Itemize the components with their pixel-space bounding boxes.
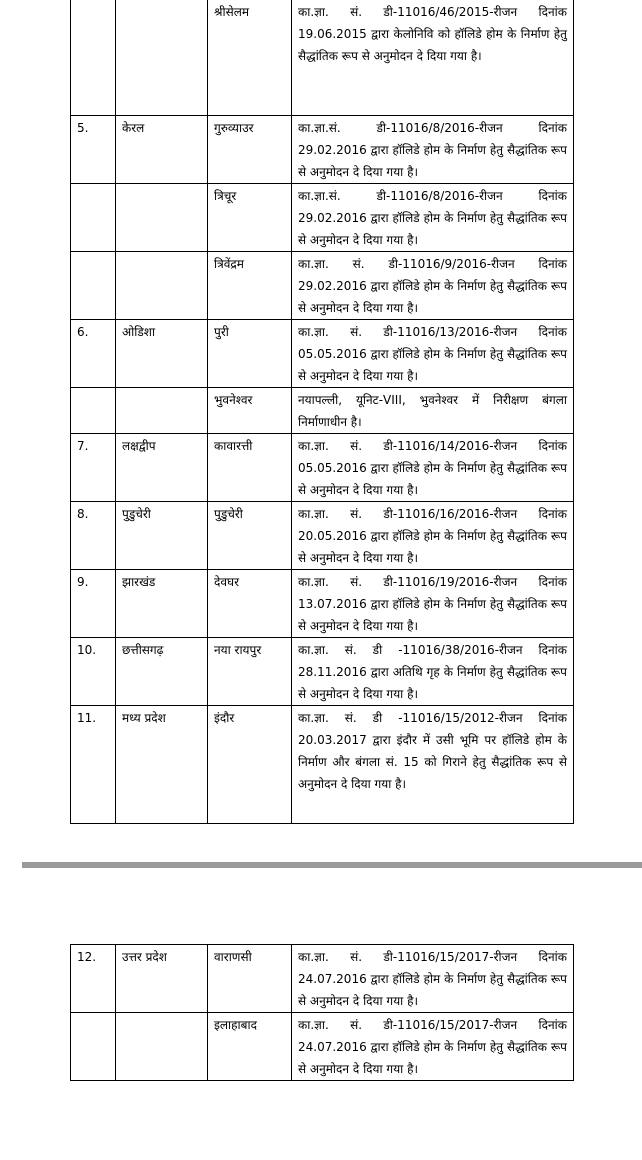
state-name: केरल (116, 116, 208, 184)
place-name: भुवनेश्वर (208, 388, 292, 434)
state-name: लक्षद्वीप (116, 434, 208, 502)
place-name: कावारत्ती (208, 434, 292, 502)
table-row (71, 0, 574, 116)
state-name (116, 1013, 208, 1081)
table-row (71, 252, 574, 320)
approval-description: का.ज्ञा. सं. डी-11016/14/2016-रीजन दिनांक 05.05.2016 द्वारा हॉलिडे होम के निर्माण हेतु सैद्धांतिक रूप से अनुमोदन दे दिया गया है। (292, 434, 574, 502)
place-name: इंदौर (208, 706, 292, 824)
state-name (116, 184, 208, 252)
approval-description: का.ज्ञा. सं. डी-11016/16/2016-रीजन दिनांक 20.05.2016 द्वारा हॉलिडे होम के निर्माण हेतु सैद्धांतिक रूप से अनुमोदन दे दिया गया है। (292, 502, 574, 570)
approval-description: का.ज्ञा. सं. डी-11016/46/2015-रीजन दिनांक 19.06.2015 द्वारा केलोनिवि को हॉलिडे होम के निर्माण हेतु सैद्धांतिक रूप से अनुमोदन दे दिया गया है। (292, 0, 574, 116)
serial-number: 9. (71, 570, 116, 638)
state-name (116, 388, 208, 434)
table-row (71, 502, 574, 570)
serial-number (71, 184, 116, 252)
state-name: मध्य प्रदेश (116, 706, 208, 824)
approval-description: का.ज्ञा. सं. डी-11016/9/2016-रीजन दिनांक 29.02.2016 द्वारा हॉलिडे होम के निर्माण हेतु सैद्धांतिक रूप से अनुमोदन दे दिया गया है। (292, 252, 574, 320)
place-name: त्रिवेंद्रम (208, 252, 292, 320)
state-name: उत्तर प्रदेश (116, 945, 208, 1013)
table-row (71, 1013, 574, 1081)
serial-number (71, 252, 116, 320)
place-name: पुरी (208, 320, 292, 388)
place-name: श्रीसेलम (208, 0, 292, 116)
approval-description: का.ज्ञा. सं. डी-11016/19/2016-रीजन दिनांक 13.07.2016 द्वारा हॉलिडे होम के निर्माण हेतु सैद्धांतिक रूप से अनुमोदन दे दिया गया है। (292, 570, 574, 638)
approval-description: का.ज्ञा. सं. डी -11016/38/2016-रीजन दिनांक 28.11.2016 द्वारा अतिथि गृह के निर्माण हेतु सैद्धांतिक रूप से अनुमोदन दे दिया गया है। (292, 638, 574, 706)
place-name: देवघर (208, 570, 292, 638)
holiday-home-table-page2 (70, 944, 574, 1081)
approval-description: का.ज्ञा. सं. डी-11016/15/2017-रीजन दिनांक 24.07.2016 द्वारा हॉलिडे होम के निर्माण हेतु सैद्धांतिक रूप से अनुमोदन दे दिया गया है। (292, 945, 574, 1013)
table-row (71, 706, 574, 824)
serial-number: 11. (71, 706, 116, 824)
approval-description: का.ज्ञा. सं. डी -11016/15/2012-रीजन दिनांक 20.03.2017 द्वारा इंदौर में उसी भूमि पर हॉलिडे होम के निर्माण और बंगला सं. 15 को गिराने हेतु सैद्धांतिक रूप से अनुमोदन दे दिया गया है। (292, 706, 574, 824)
holiday-home-table-page1 (70, 0, 574, 824)
table-row (71, 434, 574, 502)
approval-description: का.ज्ञा. सं. डी-11016/13/2016-रीजन दिनांक 05.05.2016 द्वारा हॉलिडे होम के निर्माण हेतु सैद्धांतिक रूप से अनुमोदन दे दिया गया है। (292, 320, 574, 388)
serial-number (71, 0, 116, 116)
table-row (71, 116, 574, 184)
serial-number: 10. (71, 638, 116, 706)
place-name: नया रायपुर (208, 638, 292, 706)
place-name: वाराणसी (208, 945, 292, 1013)
approval-description: नयापल्ली, यूनिट-VIII, भुवनेश्वर में निरीक्षण बंगला निर्माणाधीन है। (292, 388, 574, 434)
state-name (116, 252, 208, 320)
table-row (71, 945, 574, 1013)
table-row (71, 638, 574, 706)
state-name: छत्तीसगढ़ (116, 638, 208, 706)
approval-description: का.ज्ञा.सं. डी-11016/8/2016-रीजन दिनांक 29.02.2016 द्वारा हॉलिडे होम के निर्माण हेतु सैद्धांतिक रूप से अनुमोदन दे दिया गया है। (292, 116, 574, 184)
approval-description: का.ज्ञा.सं. डी-11016/8/2016-रीजन दिनांक 29.02.2016 द्वारा हॉलिडे होम के निर्माण हेतु सैद्धांतिक रूप से अनुमोदन दे दिया गया है। (292, 184, 574, 252)
table-row (71, 184, 574, 252)
place-name: इलाहाबाद (208, 1013, 292, 1081)
state-name (116, 0, 208, 116)
state-name: ओडिशा (116, 320, 208, 388)
serial-number: 5. (71, 116, 116, 184)
page-divider (22, 862, 642, 868)
serial-number: 8. (71, 502, 116, 570)
state-name: पुडुचेरी (116, 502, 208, 570)
serial-number (71, 1013, 116, 1081)
place-name: पुडुचेरी (208, 502, 292, 570)
approval-description: का.ज्ञा. सं. डी-11016/15/2017-रीजन दिनांक 24.07.2016 द्वारा हॉलिडे होम के निर्माण हेतु सैद्धांतिक रूप से अनुमोदन दे दिया गया है। (292, 1013, 574, 1081)
table-row (71, 570, 574, 638)
serial-number: 12. (71, 945, 116, 1013)
serial-number: 7. (71, 434, 116, 502)
place-name: त्रिचूर (208, 184, 292, 252)
serial-number: 6. (71, 320, 116, 388)
state-name: झारखंड (116, 570, 208, 638)
place-name: गुरुव्याउर (208, 116, 292, 184)
serial-number (71, 388, 116, 434)
table-row (71, 320, 574, 388)
table-row (71, 388, 574, 434)
